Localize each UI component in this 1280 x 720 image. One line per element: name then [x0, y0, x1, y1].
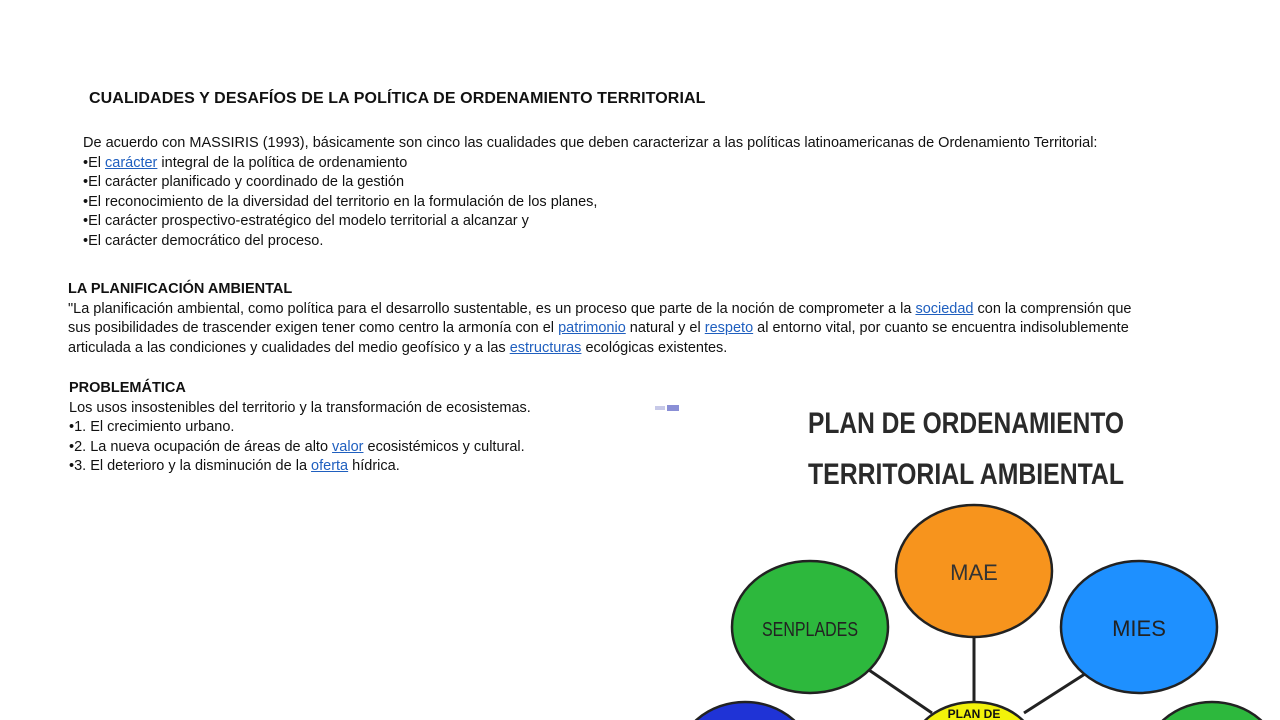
planificacion-paragraph: [68, 300, 1158, 359]
list-item-text: •El: [83, 154, 105, 171]
link-valor[interactable]: valor: [332, 438, 364, 455]
node-mies-label: MIES: [1112, 616, 1166, 641]
paragraph-text: ecológicas existentes.: [581, 339, 728, 356]
list-item: [83, 193, 1153, 213]
problematica-section: [69, 379, 629, 477]
page-title: CUALIDADES Y DESAFÍOS DE LA POLÍTICA DE ORDENAMIENTO TERRITORIAL: [89, 90, 706, 107]
list-item: [83, 212, 1153, 232]
planificacion-heading: LA PLANIFICACIÓN AMBIENTAL: [68, 281, 293, 297]
intro-paragraph: De acuerdo con MASSIRIS (1993), básicamente son cinco las cualidades que deben caracterizar a las políticas latinoamericanas de Ordenamiento Territorial:: [83, 135, 1098, 151]
paragraph-text: "La planificación ambiental, como política para el desarrollo sustentable, es un proceso que parte de la noción de comprometer a la: [68, 300, 916, 317]
problems-list: [69, 418, 629, 477]
problematica-intro: Los usos insostenibles del territorio y la transformación de ecosistemas.: [69, 399, 531, 416]
link-respeto[interactable]: respeto: [704, 320, 754, 336]
list-item-text: integral de la política de ordenamiento: [157, 154, 408, 171]
link-patrimonio[interactable]: patrimonio: [558, 320, 626, 336]
list-item-text: •El carácter planificado y coordinado de la gestión: [83, 174, 405, 190]
list-item-text: •2. La nueva ocupación de áreas de alto: [69, 438, 333, 455]
link-estructuras[interactable]: estructuras: [509, 339, 582, 356]
problematica-heading: PROBLEMÁTICA: [69, 380, 186, 396]
list-item: [83, 154, 1153, 174]
list-item: [69, 457, 629, 477]
connector-line: [1024, 672, 1088, 713]
node-senplades-label: SENPLADES: [762, 619, 858, 641]
paragraph-text: natural y el: [625, 320, 705, 336]
list-item-text: •El carácter democrático del proceso.: [83, 232, 324, 249]
qualities-list: [83, 154, 1153, 252]
node-right-bottom: [1144, 702, 1280, 720]
pot-diagram: [660, 385, 1280, 720]
list-item-text: ecosistémicos y cultural.: [363, 438, 525, 455]
list-item-text: •El reconocimiento de la diversidad del territorio en la formulación de los planes,: [83, 193, 598, 210]
paragraph-text: al entorno vital, por cuanto se encuentra indisolublemente articulada a las condiciones y cualidades del medio geofísico y a las: [68, 320, 1129, 356]
paragraph-text: con la comprensión que sus posibilidades de trascender exigen tener como centro la armonía con el: [68, 300, 1132, 336]
list-item: [83, 173, 1153, 193]
node-center-label: PLAN DE: [947, 707, 1001, 720]
list-item-text: hídrica.: [348, 458, 400, 474]
link-oferta[interactable]: oferta: [311, 458, 349, 474]
node-left-bottom: [677, 702, 813, 720]
list-item-text: •1. El crecimiento urbano.: [69, 419, 235, 435]
list-item-text: •El carácter prospectivo-estratégico del modelo territorial a alcanzar y: [83, 213, 529, 229]
diagram-title-line1: PLAN DE ORDENAMIENTO: [808, 407, 1124, 440]
node-mae-label: MAE: [950, 560, 998, 585]
planificacion-section: [68, 280, 1158, 358]
list-item: [69, 418, 629, 438]
connector-line: [866, 668, 932, 713]
diagram-title-line2: TERRITORIAL AMBIENTAL: [808, 458, 1124, 491]
intro-section: [83, 134, 1153, 251]
list-item: [69, 438, 629, 458]
list-item: [83, 232, 1153, 252]
list-item-text: •3. El deterioro y la disminución de la: [69, 458, 312, 474]
link-sociedad[interactable]: sociedad: [915, 300, 974, 317]
link-caracter[interactable]: carácter: [105, 154, 158, 171]
